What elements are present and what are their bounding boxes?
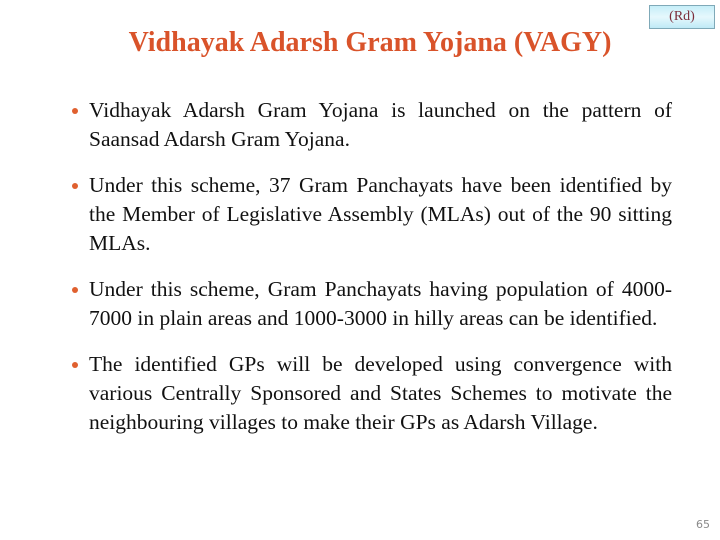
slide-title: Vidhayak Adarsh Gram Yojana (VAGY) [128,27,612,58]
page-number: 65 [696,518,710,531]
bullet-dot-icon [72,362,78,368]
bullet-list [66,96,672,454]
bullet-item [66,96,672,154]
bullet-text: Under this scheme, 37 Gram Panchayats have been identified by the Member of Legislative Assembly (MLAs) out of the 90 sitting MLAs. [89,173,672,255]
bullet-dot-icon [72,108,78,114]
bullet-item [66,275,672,333]
bullet-text: Under this scheme, Gram Panchayats having population of 4000-7000 in plain areas and 1000-3000 in hilly areas can be identified. [89,277,672,330]
badge-label: (Rd) [669,9,695,24]
bullet-dot-icon [72,183,78,189]
bullet-text: The identified GPs will be developed using convergence with various Centrally Sponsored and States Schemes to motivate the neighbouring villages to make their GPs as Adarsh Village. [89,352,672,434]
bullet-item [66,350,672,437]
bullet-dot-icon [72,287,78,293]
region-badge [649,5,715,29]
bullet-text: Vidhayak Adarsh Gram Yojana is launched on the pattern of Saansad Adarsh Gram Yojana. [89,98,672,151]
bullet-item [66,171,672,258]
